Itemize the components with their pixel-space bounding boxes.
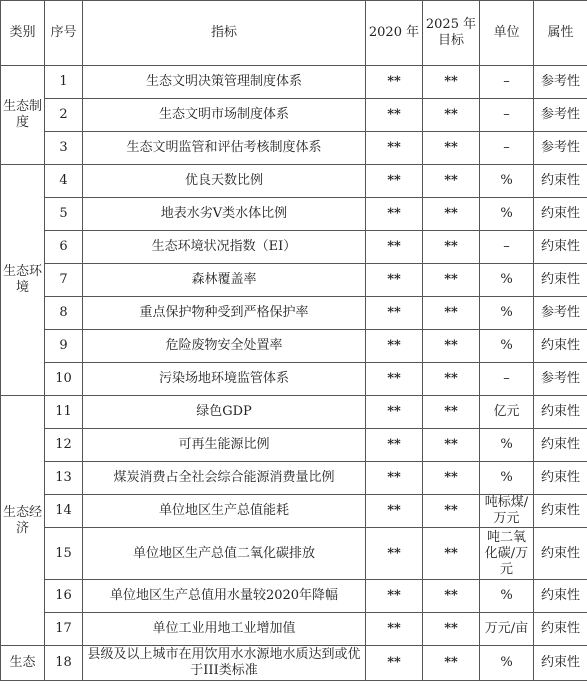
attribute-cell: 参考性 <box>534 99 587 132</box>
value-2025: ** <box>423 429 480 462</box>
table-row <box>1 99 587 132</box>
row-number: 13 <box>45 462 83 495</box>
indicator-name: 县级及以上城市在用饮用水水源地水质达到或优于III类标准 <box>83 646 366 681</box>
value-2025: ** <box>423 264 480 297</box>
row-number: 15 <box>45 528 83 580</box>
attribute-cell: 参考性 <box>534 66 587 99</box>
value-2025: ** <box>423 363 480 396</box>
unit-cell: % <box>480 198 534 231</box>
row-number: 10 <box>45 363 83 396</box>
row-number: 16 <box>45 580 83 613</box>
header-2025-target: 2025 年目标 <box>423 1 480 66</box>
value-2020: ** <box>366 613 423 646</box>
unit-cell: % <box>480 264 534 297</box>
indicator-name: 生态文明市场制度体系 <box>83 99 366 132</box>
attribute-cell: 约束性 <box>534 264 587 297</box>
unit-cell: – <box>480 363 534 396</box>
attribute-cell: 参考性 <box>534 297 587 330</box>
category-cell: 生态 <box>1 646 45 681</box>
table-row <box>1 330 587 363</box>
attribute-cell: 约束性 <box>534 462 587 495</box>
attribute-cell: 约束性 <box>534 396 587 429</box>
value-2020: ** <box>366 198 423 231</box>
row-number: 9 <box>45 330 83 363</box>
header-indicator: 指标 <box>83 1 366 66</box>
indicator-name: 优良天数比例 <box>83 165 366 198</box>
table-row <box>1 198 587 231</box>
value-2025: ** <box>423 613 480 646</box>
value-2025: ** <box>423 66 480 99</box>
value-2025: ** <box>423 528 480 580</box>
unit-cell: % <box>480 429 534 462</box>
value-2020: ** <box>366 429 423 462</box>
row-number: 1 <box>45 66 83 99</box>
indicator-name: 煤炭消费占全社会综合能源消费量比例 <box>83 462 366 495</box>
row-number: 18 <box>45 646 83 681</box>
value-2020: ** <box>366 363 423 396</box>
value-2025: ** <box>423 165 480 198</box>
value-2020: ** <box>366 132 423 165</box>
row-number: 4 <box>45 165 83 198</box>
table-row <box>1 613 587 646</box>
unit-cell: 万元/亩 <box>480 613 534 646</box>
value-2020: ** <box>366 330 423 363</box>
value-2025: ** <box>423 132 480 165</box>
row-number: 5 <box>45 198 83 231</box>
row-number: 14 <box>45 495 83 528</box>
attribute-cell: 约束性 <box>534 528 587 580</box>
row-number: 11 <box>45 396 83 429</box>
table-row <box>1 297 587 330</box>
unit-cell: % <box>480 580 534 613</box>
row-number: 17 <box>45 613 83 646</box>
table-row <box>1 429 587 462</box>
value-2020: ** <box>366 165 423 198</box>
header-attribute: 属性 <box>534 1 587 66</box>
value-2025: ** <box>423 99 480 132</box>
table-row <box>1 462 587 495</box>
value-2020: ** <box>366 528 423 580</box>
table-row <box>1 165 587 198</box>
indicator-name: 单位地区生产总值能耗 <box>83 495 366 528</box>
header-unit: 单位 <box>480 1 534 66</box>
value-2020: ** <box>366 99 423 132</box>
table-row <box>1 646 587 681</box>
header-2020: 2020 年 <box>366 1 423 66</box>
value-2025: ** <box>423 396 480 429</box>
row-number: 8 <box>45 297 83 330</box>
attribute-cell: 约束性 <box>534 429 587 462</box>
category-cell: 生态制度 <box>1 66 45 165</box>
attribute-cell: 约束性 <box>534 495 587 528</box>
attribute-cell: 参考性 <box>534 132 587 165</box>
value-2020: ** <box>366 646 423 681</box>
value-2025: ** <box>423 198 480 231</box>
indicator-name: 森林覆盖率 <box>83 264 366 297</box>
row-number: 7 <box>45 264 83 297</box>
indicator-name: 污染场地环境监管体系 <box>83 363 366 396</box>
unit-cell: % <box>480 330 534 363</box>
value-2025: ** <box>423 495 480 528</box>
row-number: 6 <box>45 231 83 264</box>
value-2020: ** <box>366 396 423 429</box>
unit-cell: – <box>480 99 534 132</box>
indicator-name: 危险废物安全处置率 <box>83 330 366 363</box>
table-row <box>1 363 587 396</box>
indicator-name: 生态文明决策管理制度体系 <box>83 66 366 99</box>
value-2020: ** <box>366 231 423 264</box>
unit-cell: 吨二氧化碳/万元 <box>480 528 534 580</box>
attribute-cell: 参考性 <box>534 363 587 396</box>
table-row <box>1 264 587 297</box>
indicator-name: 单位地区生产总值用水量较2020年降幅 <box>83 580 366 613</box>
value-2025: ** <box>423 580 480 613</box>
table-row <box>1 528 587 580</box>
header-seq: 序号 <box>45 1 83 66</box>
indicator-name: 单位地区生产总值二氧化碳排放 <box>83 528 366 580</box>
table-body <box>1 66 587 681</box>
attribute-cell: 约束性 <box>534 613 587 646</box>
table-row <box>1 231 587 264</box>
unit-cell: % <box>480 165 534 198</box>
value-2025: ** <box>423 646 480 681</box>
value-2025: ** <box>423 330 480 363</box>
value-2020: ** <box>366 495 423 528</box>
header-category: 类别 <box>1 1 45 66</box>
unit-cell: % <box>480 646 534 681</box>
attribute-cell: 约束性 <box>534 646 587 681</box>
unit-cell: – <box>480 66 534 99</box>
attribute-cell: 约束性 <box>534 198 587 231</box>
attribute-cell: 约束性 <box>534 580 587 613</box>
value-2020: ** <box>366 66 423 99</box>
indicator-name: 单位工业用地工业增加值 <box>83 613 366 646</box>
table-row <box>1 396 587 429</box>
unit-cell: % <box>480 462 534 495</box>
row-number: 3 <box>45 132 83 165</box>
indicator-name: 重点保护物种受到严格保护率 <box>83 297 366 330</box>
value-2025: ** <box>423 462 480 495</box>
value-2025: ** <box>423 231 480 264</box>
attribute-cell: 约束性 <box>534 231 587 264</box>
unit-cell: 吨标煤/万元 <box>480 495 534 528</box>
unit-cell: 亿元 <box>480 396 534 429</box>
table-row <box>1 580 587 613</box>
row-number: 2 <box>45 99 83 132</box>
value-2020: ** <box>366 580 423 613</box>
table-row <box>1 132 587 165</box>
indicator-name: 地表水劣Ⅴ类水体比例 <box>83 198 366 231</box>
indicator-name: 生态文明监管和评估考核制度体系 <box>83 132 366 165</box>
attribute-cell: 约束性 <box>534 165 587 198</box>
header-row <box>1 1 587 66</box>
row-number: 12 <box>45 429 83 462</box>
unit-cell: – <box>480 231 534 264</box>
category-cell: 生态环境 <box>1 165 45 396</box>
value-2025: ** <box>423 297 480 330</box>
value-2020: ** <box>366 297 423 330</box>
attribute-cell: 约束性 <box>534 330 587 363</box>
table-row <box>1 495 587 528</box>
indicator-name: 绿色GDP <box>83 396 366 429</box>
category-cell: 生态经济 <box>1 396 45 646</box>
value-2020: ** <box>366 264 423 297</box>
indicator-name: 生态环境状况指数（EI） <box>83 231 366 264</box>
indicator-name: 可再生能源比例 <box>83 429 366 462</box>
table-row <box>1 66 587 99</box>
unit-cell: % <box>480 297 534 330</box>
value-2020: ** <box>366 462 423 495</box>
unit-cell: – <box>480 132 534 165</box>
